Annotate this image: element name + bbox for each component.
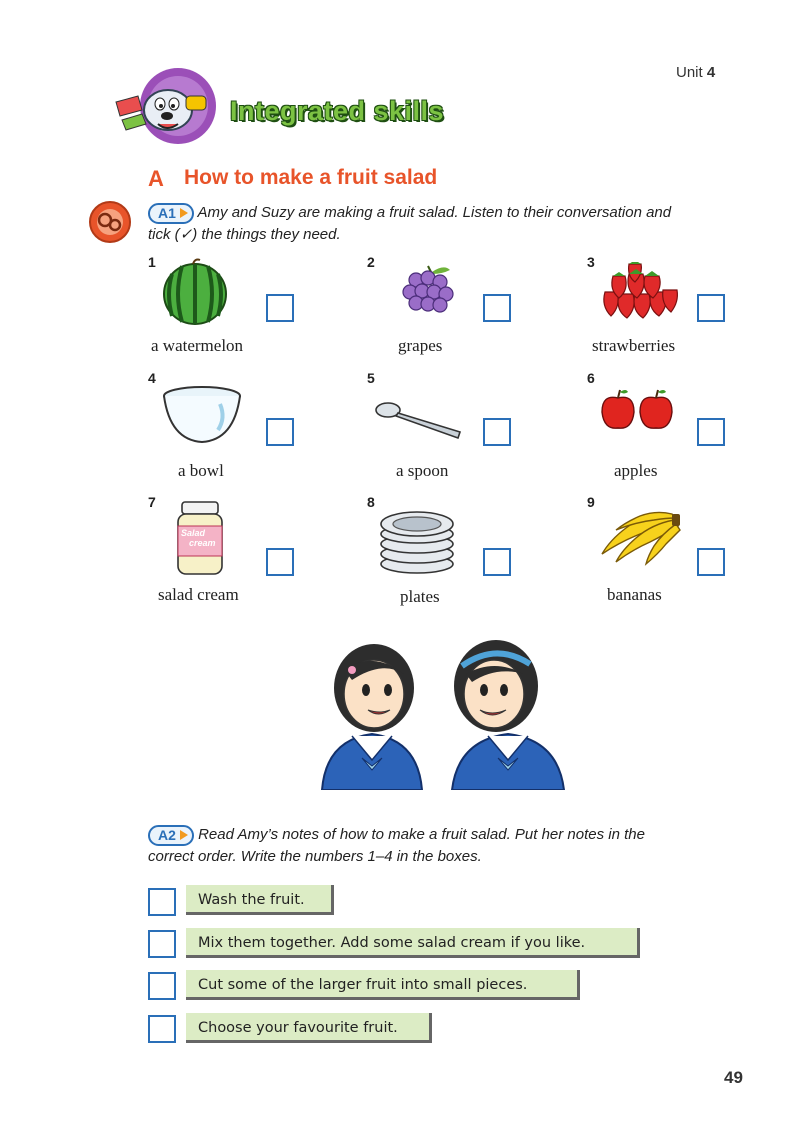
a1-badge-label: A1 [158,204,176,221]
plates-icon [376,506,458,576]
item-label: apples [614,461,658,480]
order-box-3[interactable] [148,972,176,1000]
note-card: Mix them together. Add some salad cream if you like. [186,928,640,958]
a1-instruction-line2: tick (✓) the things they need. [148,226,341,243]
bananas-icon [596,506,682,566]
note-card: Cut some of the larger fruit into small pieces. [186,970,580,1000]
section-a-title: How to make a fruit salad [184,166,438,189]
item-number: 9 [587,494,595,510]
item-number: 8 [367,494,375,510]
tick-box-apples[interactable] [697,418,725,446]
strawberries-icon [597,262,681,322]
a2-badge-label: A2 [158,826,176,843]
jar-label [181,528,216,548]
tick-box-bowl[interactable] [266,418,294,446]
a1-instruction-line1: Amy and Suzy are making a fruit salad. Listen to their conversation and [197,204,672,221]
tick-box-spoon[interactable] [483,418,511,446]
item-label: a bowl [178,461,224,480]
order-box-1[interactable] [148,888,176,916]
item-number: 3 [587,254,595,270]
tick-box-salad-cream[interactable] [266,548,294,576]
grapes-icon [398,262,458,320]
item-number: 2 [367,254,375,270]
item-number: 4 [148,370,156,386]
item-label: a spoon [396,461,449,480]
note-card: Wash the fruit. [186,885,334,915]
unit-text: Unit [676,64,703,81]
tick-box-grapes[interactable] [483,294,511,322]
item-label: strawberries [592,336,676,355]
page-number: 49 [724,1068,743,1087]
spoon-icon [374,400,466,440]
section-title: Integrated skills [230,96,445,126]
section-letter: A [148,166,164,191]
bowl-icon [160,384,244,446]
item-label: plates [400,587,440,606]
note-card: Choose your favourite fruit. [186,1013,432,1043]
a1-badge [148,203,194,224]
a2-badge [148,825,194,846]
a2-instruction-line1: Read Amy’s notes of how to make a fruit salad. Put her notes in the [198,826,645,843]
apples-icon [598,388,678,432]
salad-cream-jar-icon [176,500,224,576]
jar-text-2: cream [189,538,216,548]
unit-label [676,64,715,81]
tick-box-plates[interactable] [483,548,511,576]
item-label: grapes [398,336,443,355]
order-box-4[interactable] [148,1015,176,1043]
a2-instruction [148,824,728,868]
item-label: bananas [607,585,662,604]
play-triangle-icon [180,208,188,218]
girls-illustration [312,630,572,790]
watermelon-icon [160,258,230,326]
tick-box-watermelon[interactable] [266,294,294,322]
unit-number: 4 [706,64,716,81]
item-number: 5 [367,370,375,386]
cd-audio-icon [88,200,132,244]
mascot-dog-icon [108,66,228,146]
item-label: a watermelon [151,336,244,355]
jar-text-1: Salad [181,528,206,538]
item-label: salad cream [158,585,239,604]
a1-instruction [148,202,728,246]
play-triangle-icon [180,830,188,840]
item-number: 6 [587,370,595,386]
order-box-2[interactable] [148,930,176,958]
item-number: 1 [148,254,156,270]
a2-instruction-line2: correct order. Write the numbers 1–4 in the boxes. [148,848,482,865]
tick-box-strawberries[interactable] [697,294,725,322]
tick-box-bananas[interactable] [697,548,725,576]
item-number: 7 [148,494,156,510]
